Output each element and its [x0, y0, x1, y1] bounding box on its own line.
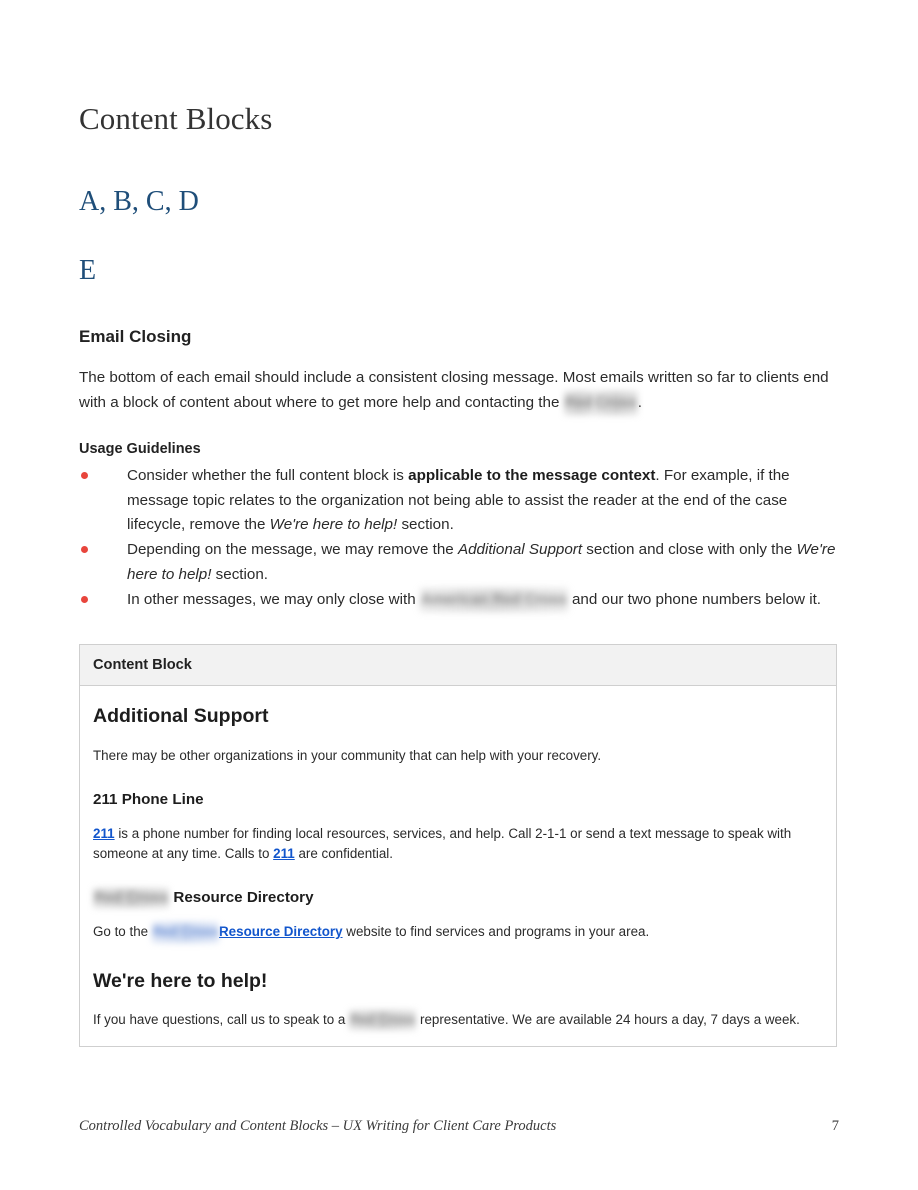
- link-211-first[interactable]: 211: [93, 825, 115, 841]
- footer-page-number: 7: [831, 1118, 839, 1134]
- link-resource-directory[interactable]: Resource Directory: [219, 924, 343, 940]
- resource-directory-heading: [93, 888, 823, 908]
- resource-directory-text-part-1: Go to the: [93, 924, 152, 940]
- additional-support-heading: Additional Support: [93, 705, 269, 728]
- bullet-2-text-before: Depending on the message, we may remove the: [127, 541, 458, 559]
- alpha-nav-abcd[interactable]: A, B, C, D: [79, 185, 199, 217]
- list-item: [79, 538, 839, 587]
- link-211-second[interactable]: 211: [273, 846, 295, 861]
- additional-support-body: There may be other organizations in your community that can help with your recovery.: [93, 747, 602, 763]
- page-footer: [79, 1118, 839, 1135]
- redacted-org-name-1: Red: [564, 391, 594, 416]
- bullet-2-text-middle: section and close with only the: [582, 541, 797, 559]
- intro-text-part-2: .: [637, 393, 643, 411]
- bullet-2-text-end: section.: [211, 565, 268, 583]
- phone-line-body: [93, 824, 823, 865]
- content-block-body: [80, 686, 836, 1046]
- phone-line-heading: 211 Phone Line: [93, 790, 204, 808]
- redacted-org-name-6: Red Cross: [349, 1010, 416, 1030]
- resource-directory-heading-text: Resource Directory: [169, 889, 314, 907]
- phone-line-text-part-2: are confidential.: [294, 846, 393, 861]
- page-content: [79, 100, 839, 1047]
- alpha-nav-e[interactable]: E: [79, 255, 97, 287]
- content-block-header: Content Block: [80, 645, 836, 686]
- list-item: [79, 464, 839, 537]
- intro-paragraph: [79, 366, 839, 415]
- resource-directory-text-part-2: website to find services and programs in your area.: [342, 924, 650, 940]
- bullet-2-italic-2: We're here to help!: [127, 541, 836, 583]
- resource-directory-body: [93, 922, 823, 942]
- here-to-help-text-part-1: If you have questions, call us to speak to a: [93, 1011, 350, 1027]
- section-heading-email-closing: Email Closing: [79, 326, 192, 346]
- intro-text-part-1: The bottom of each email should include a consistent closing message. Most emails written so far to clients end with a block of content about where to get more help and contacting the: [79, 369, 829, 411]
- redacted-org-name-2: Cross: [594, 391, 638, 416]
- phone-line-text-part-1: is a phone number for finding local resources, services, and help. Call 2-1-1 or send a text message to speak with someone at any time. Calls to: [93, 825, 792, 861]
- bullet-1-bold: applicable to the message context: [408, 467, 656, 485]
- here-to-help-heading: We're here to help!: [93, 969, 268, 992]
- here-to-help-body: [93, 1010, 823, 1030]
- redacted-org-name-3: American Red Cross: [420, 588, 568, 612]
- here-to-help-text-part-2: representative. We are available 24 hours a day, 7 days a week.: [416, 1011, 800, 1027]
- bullet-3-text-before: In other messages, we may only close with: [127, 590, 420, 608]
- redacted-org-name-4: Red Cross: [94, 889, 169, 907]
- footer-title: Controlled Vocabulary and Content Blocks – UX Writing for Client Care Products: [79, 1118, 557, 1134]
- page-title: Content Blocks: [79, 101, 273, 136]
- bullet-1-text-after: . For example, if the message topic relates to the organization not being able to assist the reader at the end of the case lifecycle, remove the: [127, 467, 790, 533]
- redacted-org-name-5: Red Cross: [152, 922, 219, 942]
- content-block-table: [79, 644, 837, 1047]
- bullet-3-text-end: and our two phone numbers below it.: [567, 590, 822, 608]
- bullet-1-text-end: section.: [397, 515, 454, 533]
- bullet-2-italic-1: Additional Support: [457, 541, 583, 559]
- usage-guidelines-list: [79, 464, 839, 612]
- bullet-1-text-before: Consider whether the full content block is: [127, 467, 409, 485]
- bullet-1-italic: We're here to help!: [269, 515, 398, 533]
- usage-guidelines-heading: Usage Guidelines: [79, 441, 201, 458]
- list-item: [79, 588, 839, 612]
